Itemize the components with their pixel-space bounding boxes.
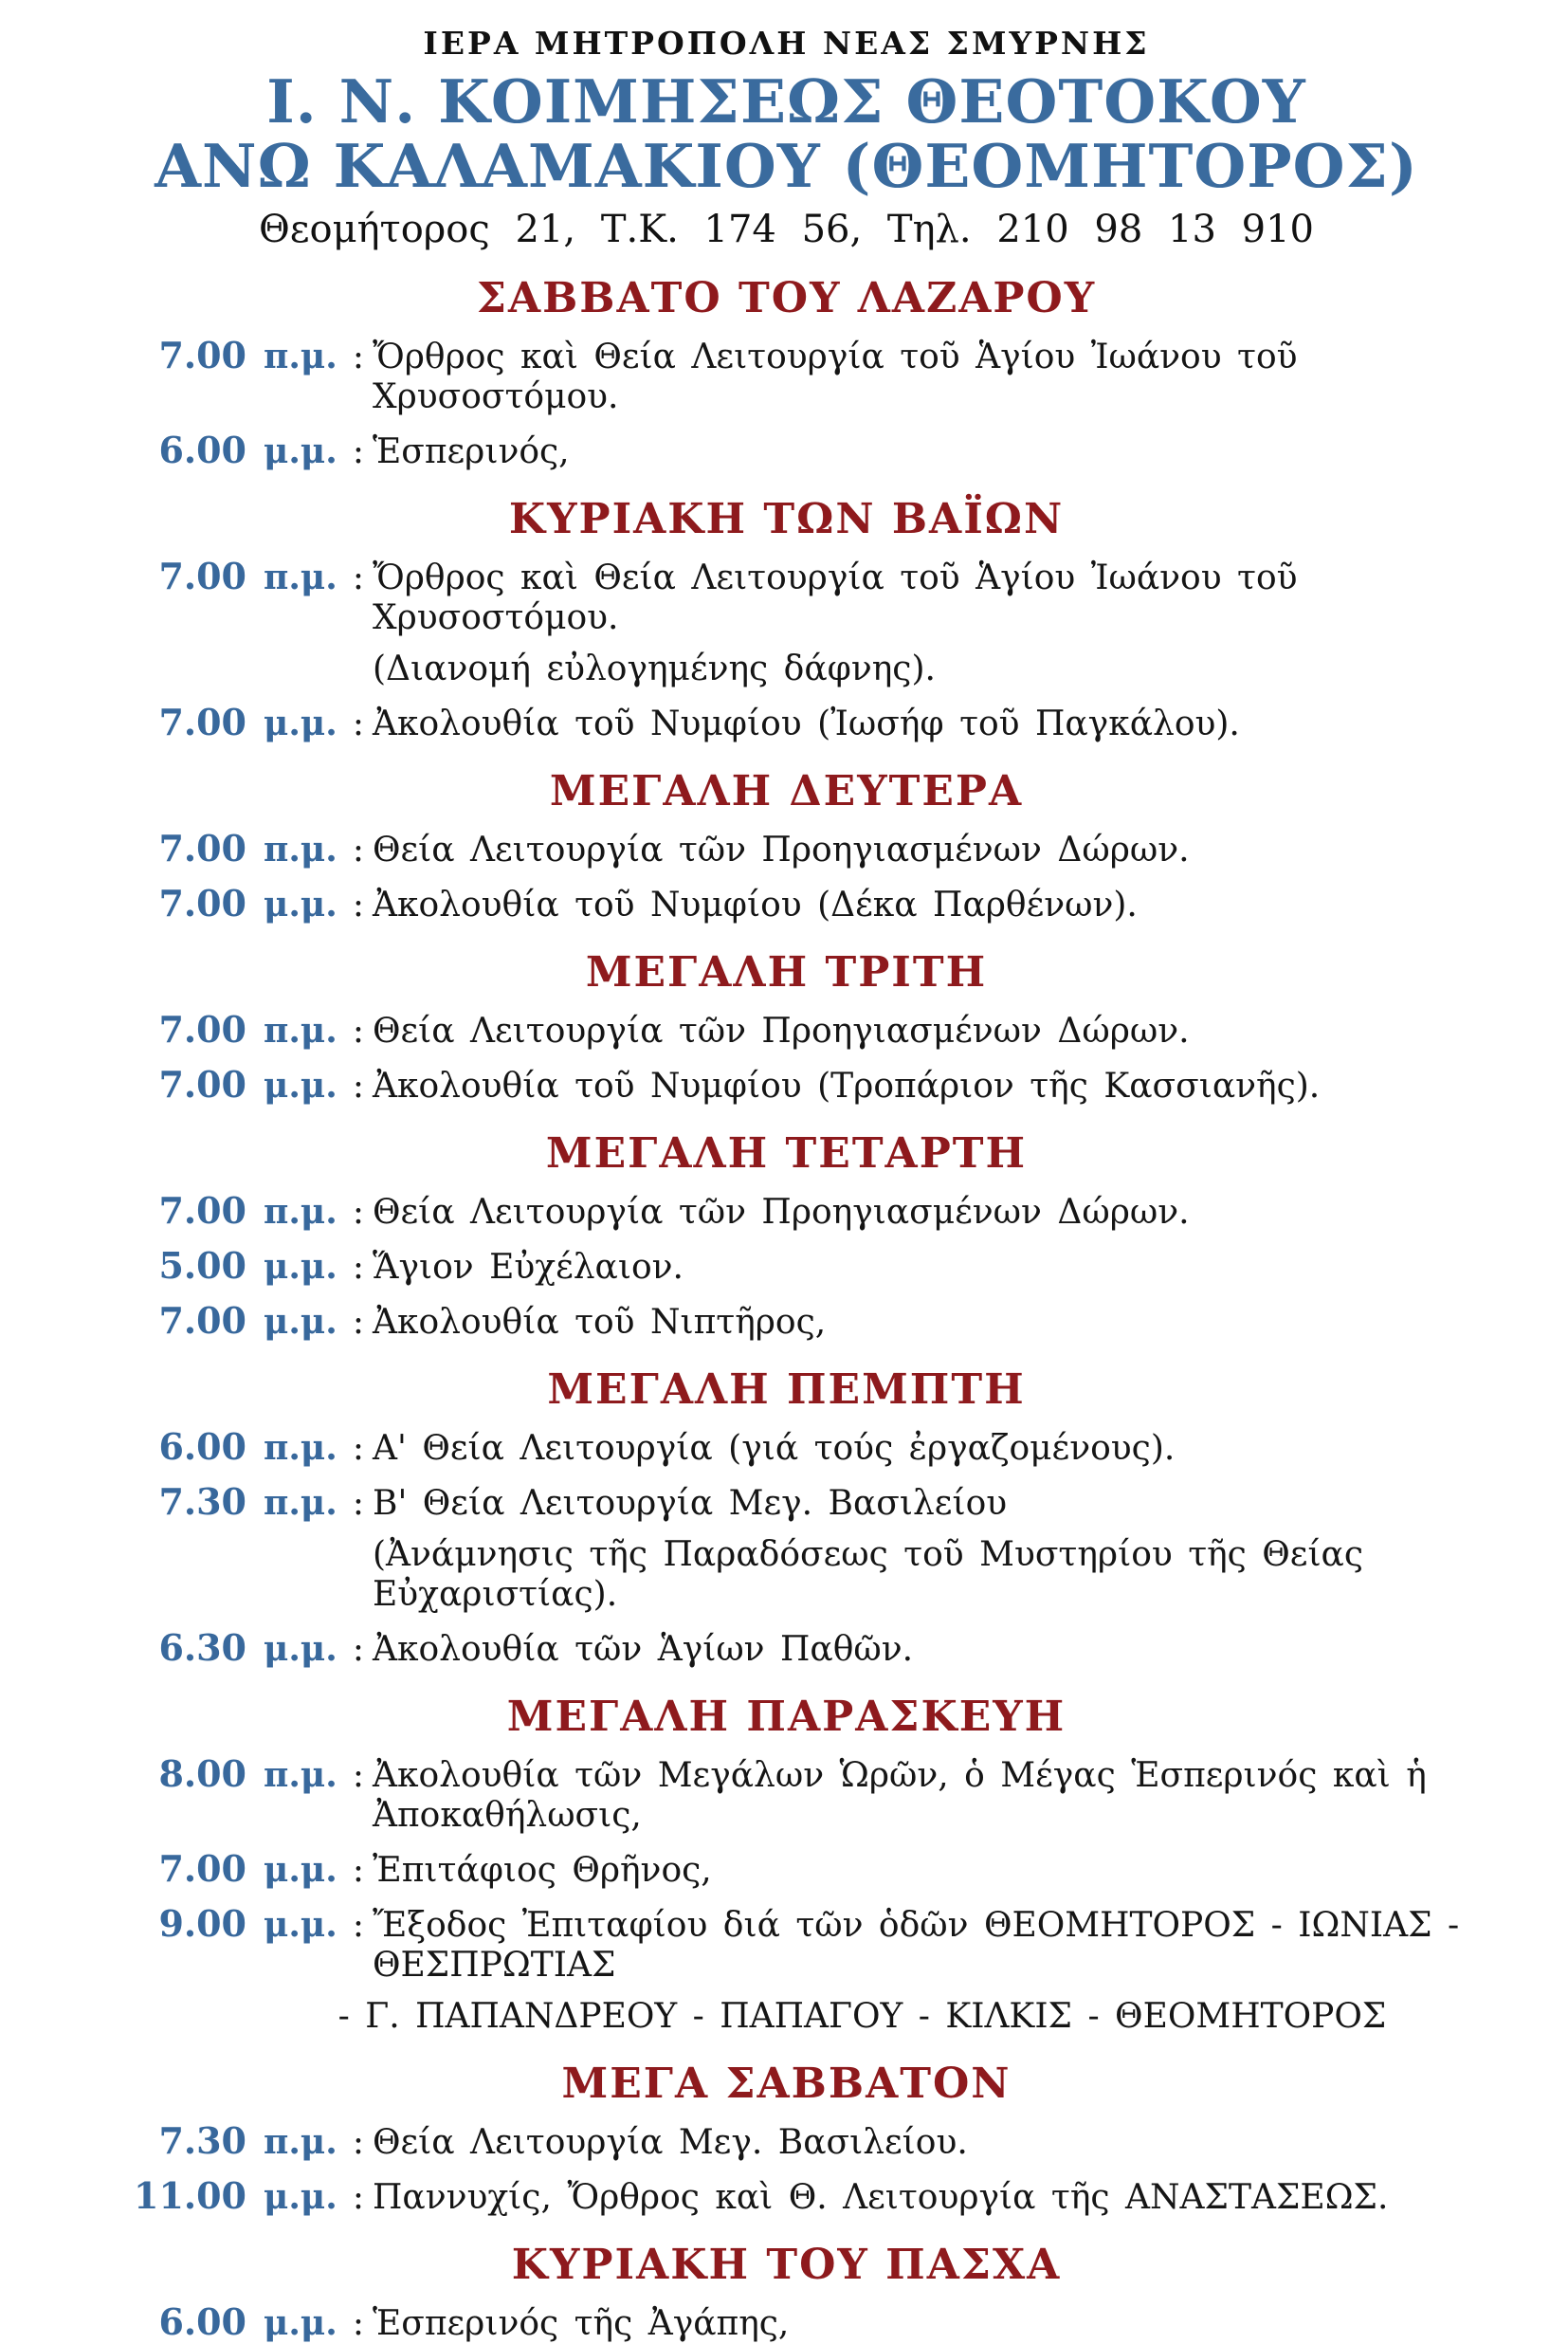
day-section [95, 767, 1478, 925]
schedule-entry [95, 884, 1478, 925]
entry-time: 6.00 [158, 429, 246, 472]
day-entries [95, 1191, 1478, 1343]
schedule-entry [95, 557, 1478, 638]
entry-colon: : [352, 1484, 365, 1524]
entry-colon: : [352, 338, 365, 377]
entry-description: Ἑσπερινός, [373, 432, 570, 472]
schedule-entry [95, 1849, 1478, 1891]
entry-colon: : [352, 1012, 365, 1052]
entry-meridiem: μ.μ. [264, 1905, 337, 1946]
schedule-entry [95, 703, 1478, 744]
day-title: ΜΕΓΑΛΗ ΤΡΙΤΗ [585, 948, 988, 998]
entry-description: Ἀκολουθία τοῦ Νυμφίου (Δέκα Παρθένων). [373, 886, 1138, 925]
entry-meridiem: μ.μ. [264, 704, 337, 744]
entry-time: 7.00 [158, 827, 246, 870]
entry-meridiem: μ.μ. [264, 1850, 337, 1891]
entry-colon: : [352, 831, 365, 870]
schedule-sections [95, 274, 1478, 2344]
entry-colon: : [352, 1303, 365, 1343]
entry-colon: : [352, 1429, 365, 1469]
day-entries [95, 2121, 1478, 2218]
day-section [95, 495, 1478, 744]
entry-continuation: - Γ. ΠΑΠΑΝΔΡΕΟΥ - ΠΑΠΑΓΟΥ - ΚΙΛΚΙΣ - ΘΕΟΜΗΤΟΡΟΣ [337, 1997, 1387, 2037]
entry-description: Ἔξοδος Ἐπιταφίου διά τῶν ὁδῶν ΘΕΟΜΗΤΟΡΟΣ - ΙΩΝΙΑΣ - ΘΕΣΠΡΩΤΙΑΣ [373, 1906, 1460, 1986]
schedule-entry [95, 829, 1478, 870]
entry-description: Α' Θεία Λειτουργία (γιά τούς ἐργαζομένους). [373, 1429, 1176, 1469]
day-title: ΜΕΓΑΛΗ ΤΕΤΑΡΤΗ [545, 1129, 1028, 1179]
entry-description: Θεία Λειτουργία τῶν Προηγιασμένων Δώρων. [373, 831, 1190, 870]
schedule-entry [95, 1754, 1478, 1836]
entry-colon: : [352, 1906, 365, 1946]
day-section [95, 948, 1478, 1107]
entry-time: 6.30 [158, 1626, 246, 1670]
entry-description: Ἐπιτάφιος Θρῆνος, [373, 1851, 712, 1891]
document-header [95, 25, 1478, 251]
entry-colon: : [352, 1630, 365, 1670]
entry-colon: : [352, 1851, 365, 1891]
entry-description: Θεία Λειτουργία τῶν Προηγιασμένων Δώρων. [373, 1193, 1190, 1233]
entry-colon: : [352, 432, 365, 472]
entry-colon: : [352, 1193, 365, 1233]
entry-colon: : [352, 1756, 365, 1796]
entry-meridiem: μ.μ. [264, 2177, 337, 2218]
schedule-entry [95, 1246, 1478, 1288]
day-section [95, 1693, 1478, 2037]
day-title: ΜΕΓΑ ΣΑΒΒΑΤΟΝ [561, 2060, 1012, 2109]
entry-time: 7.30 [158, 1480, 246, 1524]
entry-meridiem: π.μ. [264, 337, 337, 377]
entry-description: Β' Θεία Λειτουργία Μεγ. Βασιλείου [373, 1484, 1008, 1524]
schedule-entry [95, 1427, 1478, 1469]
schedule-entry [95, 1628, 1478, 1670]
address-line: Θεομήτορος 21, Τ.Κ. 174 56, Τηλ. 210 98 13 910 [259, 208, 1314, 252]
entry-description: Ἀκολουθία τοῦ Νυμφίου (Τροπάριον τῆς Κασσιανῆς). [373, 1067, 1321, 1107]
day-entries [95, 1427, 1478, 1670]
entry-continuation: (Διανομή εὐλογημένης δάφνης). [373, 650, 936, 689]
entry-description: Ἀκολουθία τῶν Μεγάλων Ὡρῶν, ὁ Μέγας Ἑσπερινός καὶ ἡ Ἀποκαθήλωσις, [373, 1756, 1427, 1836]
entry-meridiem: μ.μ. [264, 885, 337, 925]
entry-meridiem: π.μ. [264, 2122, 337, 2163]
entry-meridiem: π.μ. [264, 1011, 337, 1052]
day-section [95, 2060, 1478, 2218]
entry-continuation: (Ἀνάμνησις τῆς Παραδόσεως τοῦ Μυστηρίου τῆς Θείας Εὐχαριστίας). [373, 1535, 1364, 1615]
church-title-line1: Ι. Ν. ΚΟΙΜΗΣΕΩΣ ΘΕΟΤΟΚΟΥ [266, 66, 1306, 137]
entry-meridiem: μ.μ. [264, 1247, 337, 1288]
entry-meridiem: μ.μ. [264, 1302, 337, 1343]
entry-colon: : [352, 2178, 365, 2218]
schedule-entry [95, 1065, 1478, 1107]
entry-time: 5.00 [158, 1244, 246, 1288]
entry-time: 7.00 [158, 1063, 246, 1107]
church-title-line2: ΑΝΩ ΚΑΛΑΜΑΚΙΟΥ (ΘΕΟΜΗΤΟΡΟΣ) [155, 131, 1418, 202]
entry-colon: : [352, 2123, 365, 2163]
entry-description: Ὄρθρος καὶ Θεία Λειτουργία τοῦ Ἁγίου Ἰωάνου τοῦ Χρυσοστόμου. [373, 338, 1298, 417]
entry-colon: : [352, 1067, 365, 1107]
entry-time: 7.00 [158, 555, 246, 598]
schedule-entry [95, 1482, 1478, 1524]
entry-meridiem: μ.μ. [264, 2303, 337, 2344]
entry-meridiem: π.μ. [264, 558, 337, 598]
day-title: ΜΕΓΑΛΗ ΠΑΡΑΣΚΕΥΗ [506, 1693, 1067, 1742]
schedule-entry [95, 2176, 1478, 2218]
entry-time: 7.00 [158, 1847, 246, 1891]
metropolis-line: ΙΕΡΑ ΜΗΤΡΟΠΟΛΗ ΝΕΑΣ ΣΜΥΡΝΗΣ [423, 25, 1150, 62]
day-entries [95, 829, 1478, 925]
day-section [95, 2241, 1478, 2344]
schedule-entry [95, 1904, 1478, 1986]
entry-description: Ἀκολουθία τῶν Ἁγίων Παθῶν. [373, 1630, 914, 1670]
day-entries [95, 557, 1478, 744]
entry-colon: : [352, 2304, 365, 2344]
entry-meridiem: π.μ. [264, 1192, 337, 1233]
entry-time: 8.00 [158, 1752, 246, 1796]
schedule-entry [95, 1301, 1478, 1343]
entry-meridiem: π.μ. [264, 1483, 337, 1524]
entry-description: Ἀκολουθία τοῦ Νυμφίου (Ἰωσήφ τοῦ Παγκάλου). [373, 705, 1240, 744]
schedule-entry [95, 2302, 1478, 2344]
entry-colon: : [352, 886, 365, 925]
entry-meridiem: π.μ. [264, 1755, 337, 1796]
entry-meridiem: μ.μ. [264, 431, 337, 472]
schedule-entry [95, 1010, 1478, 1052]
entry-description: Θεία Λειτουργία Μεγ. Βασιλείου. [373, 2123, 968, 2163]
entry-description: Ἑσπερινός τῆς Ἀγάπης, [373, 2304, 790, 2344]
entry-time: 11.00 [134, 2174, 246, 2218]
entry-time: 7.00 [158, 1189, 246, 1233]
entry-description: Ἀκολουθία τοῦ Νιπτῆρος, [373, 1303, 827, 1343]
entry-time: 6.00 [158, 1425, 246, 1469]
entry-meridiem: π.μ. [264, 830, 337, 870]
entry-description: Ὄρθρος καὶ Θεία Λειτουργία τοῦ Ἁγίου Ἰωάνου τοῦ Χρυσοστόμου. [373, 559, 1298, 638]
day-title: ΜΕΓΑΛΗ ΔΕΥΤΕΡΑ [549, 767, 1024, 816]
entry-time: 7.00 [158, 1008, 246, 1052]
day-title: ΣΑΒΒΑΤΟ ΤΟΥ ΛΑΖΑΡΟΥ [476, 274, 1097, 323]
day-entries [95, 336, 1478, 472]
entry-meridiem: μ.μ. [264, 1066, 337, 1107]
day-entries [95, 1754, 1478, 2037]
entry-colon: : [352, 559, 365, 598]
day-title: ΚΥΡΙΑΚΗ ΤΩΝ ΒΑΪΩΝ [508, 495, 1065, 544]
entry-time: 7.00 [158, 882, 246, 925]
entry-description: Θεία Λειτουργία τῶν Προηγιασμένων Δώρων. [373, 1012, 1190, 1052]
schedule-entry [95, 1191, 1478, 1233]
entry-meridiem: μ.μ. [264, 1629, 337, 1670]
entry-description: Ἅγιον Εὐχέλαιον. [373, 1248, 684, 1288]
entry-time: 7.00 [158, 1299, 246, 1343]
entry-time: 7.30 [158, 2119, 246, 2163]
day-section [95, 1129, 1478, 1343]
entry-time: 7.00 [158, 334, 246, 377]
entry-description: Παννυχίς, Ὄρθρος καὶ Θ. Λειτουργία τῆς ΑΝΑΣΤΑΣΕΩΣ. [373, 2178, 1389, 2218]
schedule-entry [95, 336, 1478, 417]
entry-time: 7.00 [158, 701, 246, 744]
entry-time: 6.00 [158, 2300, 246, 2344]
schedule-entry [95, 2121, 1478, 2163]
day-entries [95, 2302, 1478, 2344]
entry-colon: : [352, 1248, 365, 1288]
day-entries [95, 1010, 1478, 1107]
day-title: ΜΕΓΑΛΗ ΠΕΜΠΤΗ [547, 1365, 1026, 1415]
schedule-entry [95, 430, 1478, 472]
entry-colon: : [352, 705, 365, 744]
day-title: ΚΥΡΙΑΚΗ ΤΟΥ ΠΑΣΧΑ [511, 2241, 1062, 2290]
entry-time: 9.00 [158, 1902, 246, 1946]
entry-meridiem: π.μ. [264, 1428, 337, 1469]
day-section [95, 274, 1478, 472]
day-section [95, 1365, 1478, 1670]
